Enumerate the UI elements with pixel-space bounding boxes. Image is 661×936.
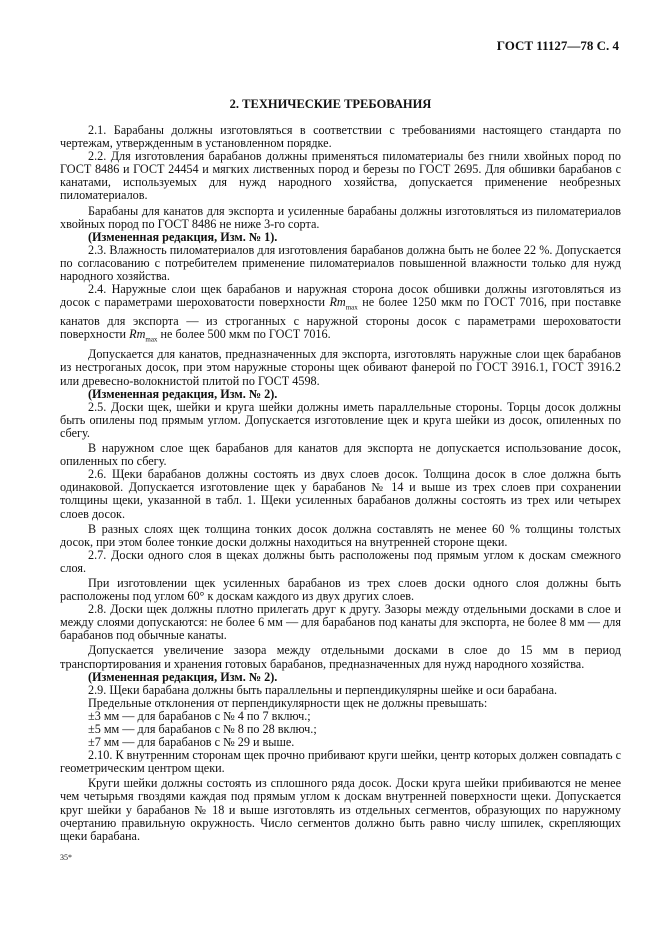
- text: 2.4. Наружные слои щек барабанов и наружная сторона досок обшивки должны изготовляться из досок с параметрами шероховатости поверхности: [60, 282, 621, 310]
- paragraph: Круги шейки должны состоять из сплошного ряда досок. Доски круга шейки прибиваются не менее чем четырьмя гвоздями каждая под прямым углом к доскам внутренней поверхности щеки. Допускается круг шейки у барабанов № 18 и выше изготовлять из отдельных сегментов, образующих по наружному очертанию правильную окружность. Число сегментов должно быть равно числу шпилек, скрепляющих щеки барабана.: [60, 776, 621, 843]
- section-title: 2. ТЕХНИЧЕСКИЕ ТРЕБОВАНИЯ: [229, 97, 432, 111]
- page-footer: 35*: [60, 853, 72, 862]
- amendment-note: (Измененная редакция, Изм. № 1).: [88, 229, 278, 244]
- paragraph-2-4: [60, 283, 621, 346]
- paragraph-2-9: 2.9. Щеки барабана должны быть параллельны и перпендикулярны шейке и оси барабана.: [88, 682, 558, 697]
- paragraph-2-10: 2.10. К внутренним сторонам щек прочно прибивают круги шейки, центр которых должен совпадать с геометрическим центром щеки.: [60, 748, 621, 776]
- list-item: ±3 мм — для барабанов с № 4 по 7 включ.;: [88, 708, 311, 723]
- paragraph: Барабаны для канатов для экспорта и усиленные барабаны должны изготовляться из пиломатериалов хвойных пород по ГОСТ 8486 не ниже 3-го сорта.: [60, 203, 621, 231]
- document-body: [60, 124, 621, 843]
- paragraph: Допускается для канатов, предназначенных для экспорта, изготовлять наружные слои щек барабанов из нестроганых досок, при этом наружные стороны щек обивают фанерой по ГОСТ 3916.1, ГОСТ 3916.2 или древесно-волокнистой плитой по ГОСТ 4598.: [60, 347, 621, 388]
- paragraph-2-2: 2.2. Для изготовления барабанов должны применяться пиломатериалы без гнили хвойных пород по ГОСТ 8486 и ГОСТ 24454 и мягких лиственных пород и березы по ГОСТ 2695. Для обшивки барабанов с канатами, используемых для нужд народного хозяйства, допускается применение необрезных пиломатериалов.: [60, 149, 621, 203]
- rm-symbol: $Rm_{max}$: [329, 295, 358, 312]
- paragraph-2-8: 2.8. Доски щек должны плотно прилегать друг к другу. Зазоры между отдельными досками в слое и между слоями допускаются: не более 6 мм — для барабанов под канаты для экспорта, не более 8 мм — для барабанов под обычные канаты.: [60, 602, 621, 643]
- list-item: ±7 мм — для барабанов с № 29 и выше.: [88, 735, 295, 750]
- page-header: ГОСТ 11127—78 С. 4: [496, 38, 619, 53]
- paragraph: Предельные отклонения от перпендикулярности щек не должны превышать:: [88, 695, 488, 710]
- paragraph: В разных слоях щек толщина тонких досок должна составлять не менее 60 % толщины толстых досок, при этом более тонкие доски должны находиться на внутренней стороне щеки.: [60, 521, 621, 549]
- text: не более 1250 мкм по ГОСТ 7016, при поставке канатов для экспорта — из строганных с наружной стороны досок с параметрами шероховатости поверхности: [60, 295, 622, 341]
- paragraph-2-6: 2.6. Щеки барабанов должны состоять из двух слоев досок. Толщина досок в слое должна быть одинаковой. Допускается изготовление щек у барабанов № 14 и выше из трех слоев при сохранении толщины щеки, указанной в табл. 1. Щеки усиленных барабанов должны состоять из трех или четырех слоев досок.: [60, 467, 621, 521]
- paragraph: При изготовлении щек усиленных барабанов из трех слоев доски одного слоя должны быть расположены под углом 60° к доскам каждого из двух других слоев.: [60, 575, 621, 604]
- list-item: ±5 мм — для барабанов с № 8 по 28 включ.;: [88, 722, 317, 736]
- rm-symbol: $Rm_{max}$: [129, 326, 158, 344]
- amendment-note: (Измененная редакция, Изм. № 2).: [88, 669, 278, 684]
- paragraph-2-7: 2.7. Доски одного слоя в щеках должны быть расположены под прямым углом к доскам смежного слоя.: [60, 547, 621, 575]
- paragraph-2-5: 2.5. Доски щек, шейки и круга шейки должны иметь параллельные стороны. Торцы досок должны быть опилены под прямым углом. Допускается изготовление щек и круга шейки из досок, опиленных по сбегу.: [60, 399, 621, 440]
- paragraph-2-3: 2.3. Влажность пиломатериалов для изготовления барабанов должна быть не более 22 %. Допускается по согласованию с потребителем применение пиломатериалов повышенной влажности только для нужд народного хозяйства.: [60, 242, 621, 284]
- paragraph-2-1: 2.1. Барабаны должны изготовляться в соответствии с требованиями настоящего стандарта по чертежам, утвержденным в установленном порядке.: [60, 123, 621, 151]
- paragraph: Допускается увеличение зазора между отдельными досками в слое до 15 мм в период транспортирования и хранения готовых барабанов, предназначенных для нужд народного хозяйства.: [60, 643, 621, 671]
- text: не более 500 мкм по ГОСТ 7016.: [157, 326, 331, 341]
- amendment-note: (Измененная редакция, Изм. № 2).: [88, 386, 278, 401]
- paragraph: В наружном слое щек барабанов для канатов для экспорта не допускается использование досок, опиленных по сбегу.: [60, 441, 621, 469]
